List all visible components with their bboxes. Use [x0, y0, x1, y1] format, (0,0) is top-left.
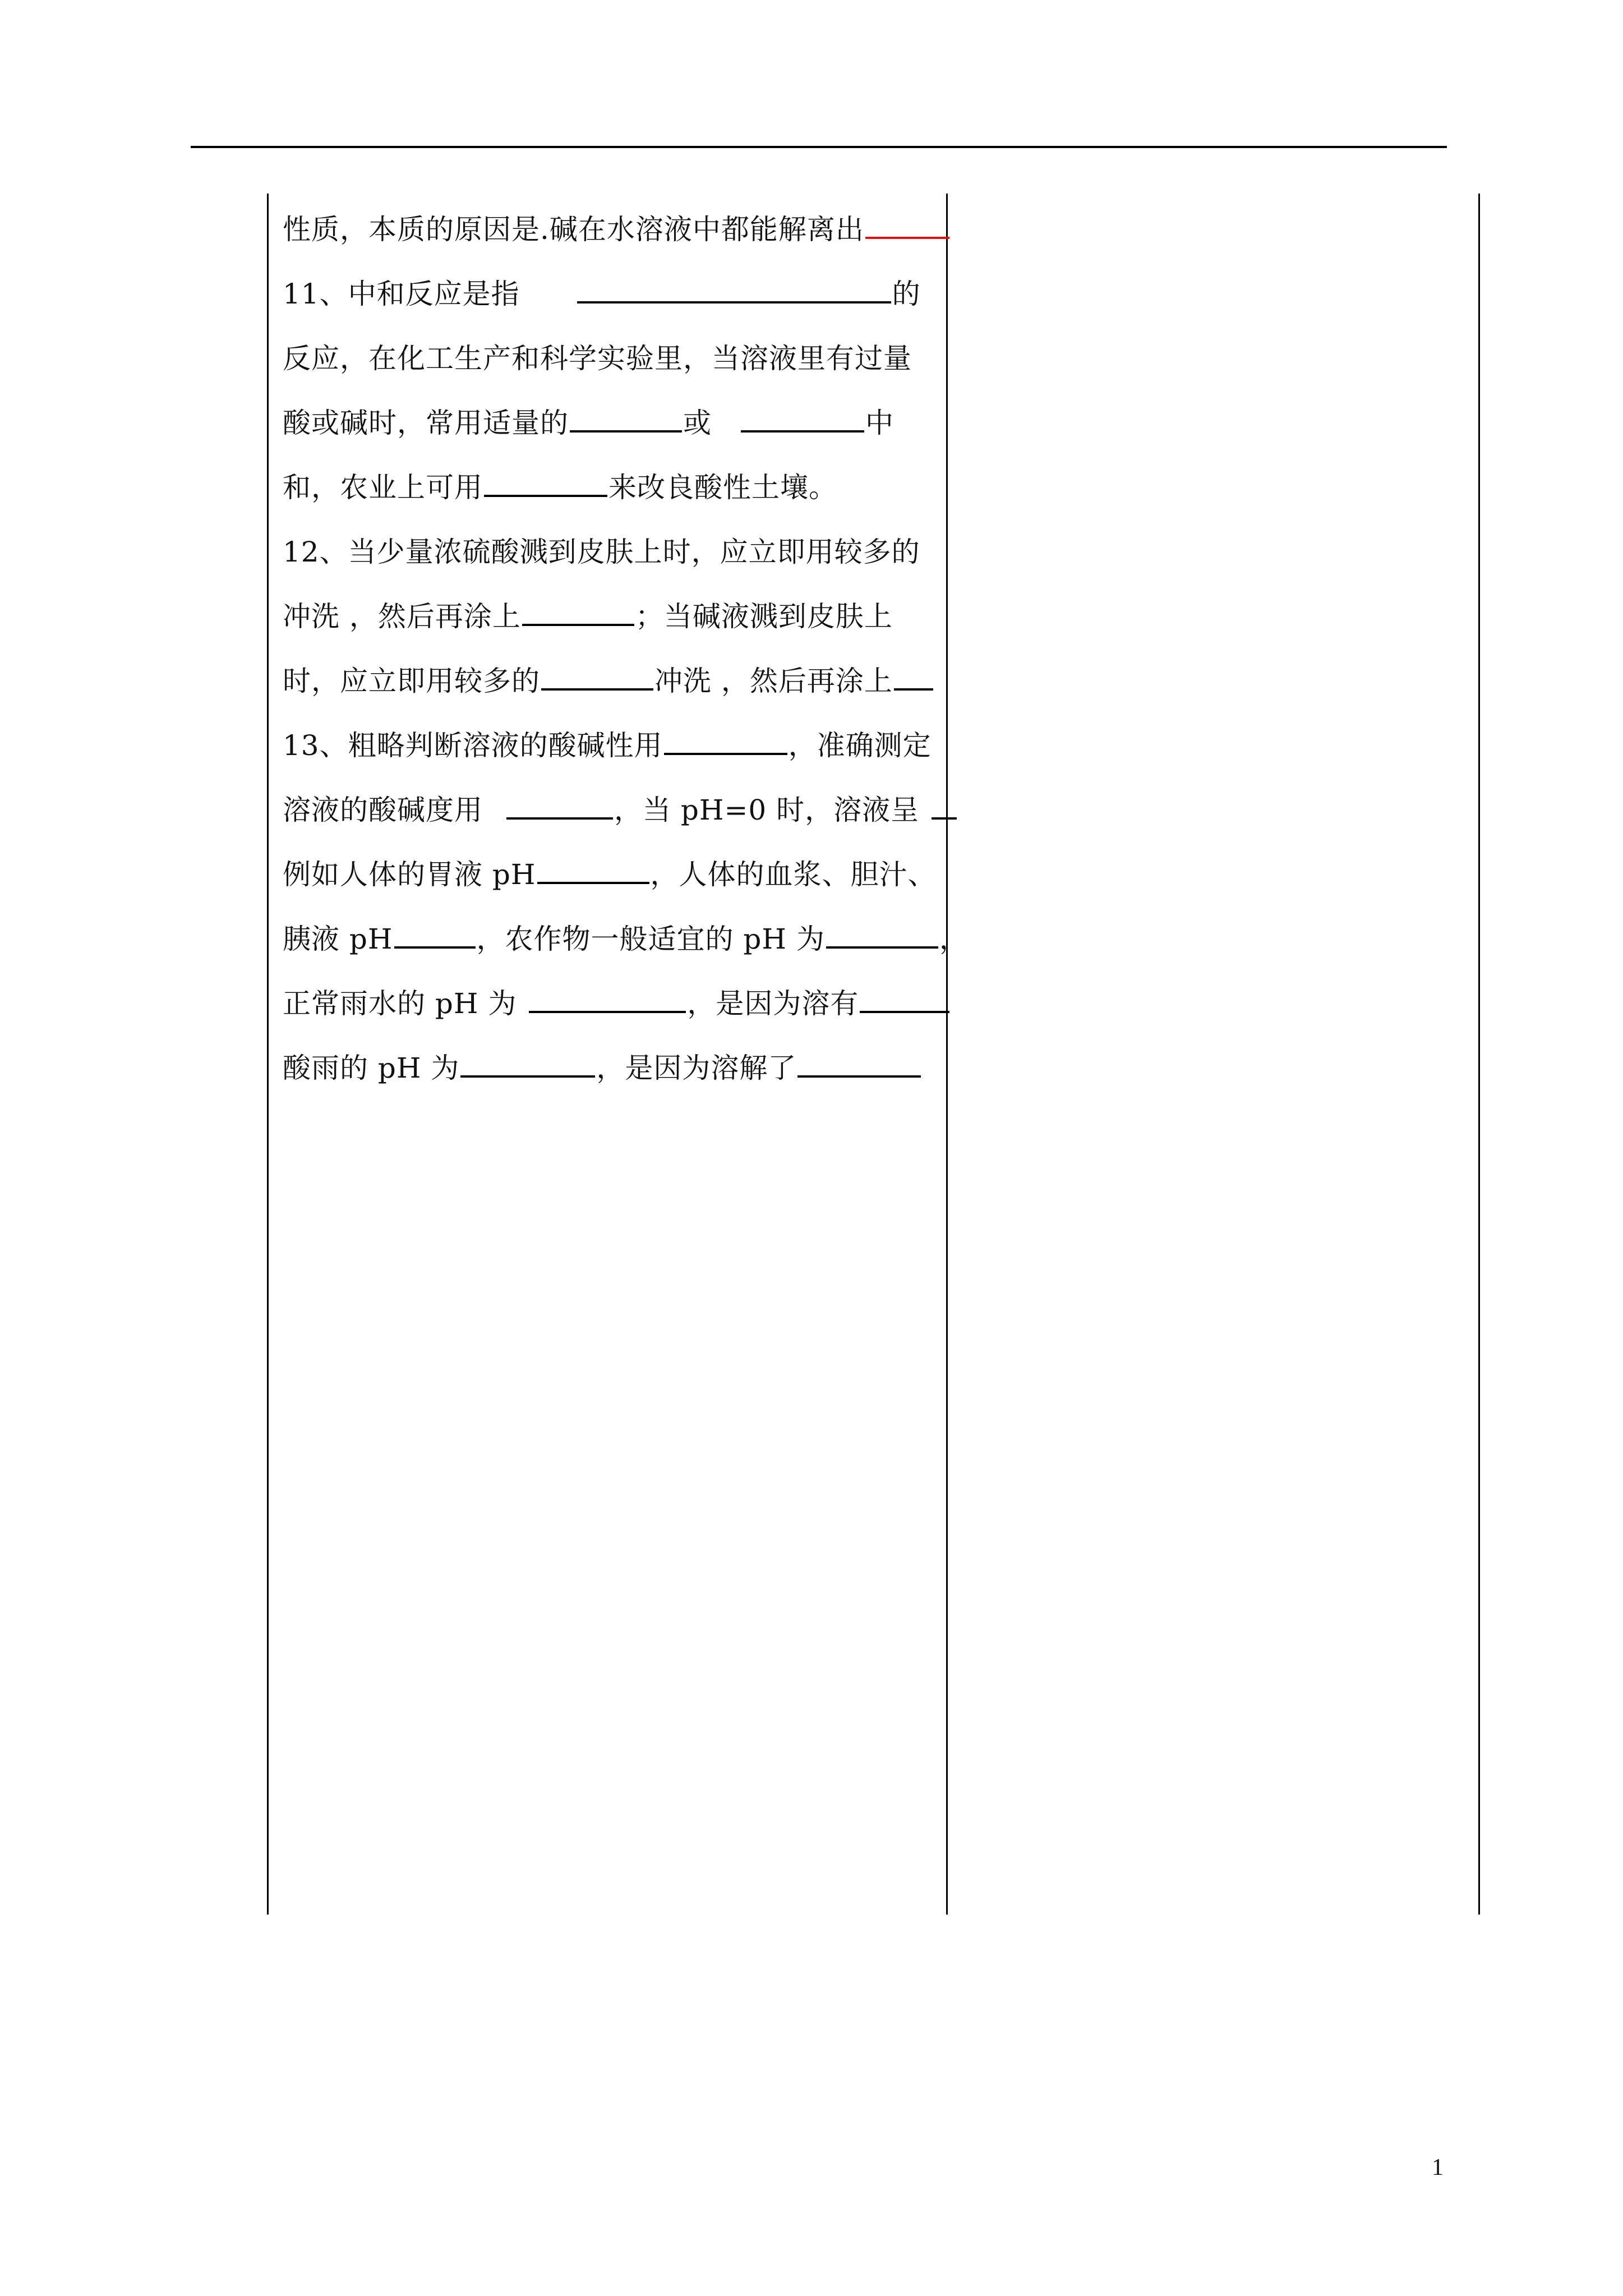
answer-blank[interactable]: [529, 984, 686, 1014]
answer-blank[interactable]: [865, 210, 949, 240]
text-line: 例如人体的胃液 pH ，人体的血浆、胆汁、: [283, 848, 947, 913]
table-right-border: [1478, 194, 1480, 1915]
question-12-line: 12、当少量浓硫酸溅到皮肤上时，应立即用较多的: [283, 536, 920, 568]
question-13-line: 13、粗略判断溶液的酸碱性用 ，准确测定: [283, 719, 947, 784]
answer-blank[interactable]: [894, 662, 933, 691]
text-line: 冲洗 ，然后再涂上 ；当碱液溅到皮肤上: [283, 590, 947, 655]
text-line: 胰液 pH ，农作物一般适宜的 pH 为 ，: [283, 913, 947, 977]
answer-blank[interactable]: [797, 1049, 921, 1078]
answer-blank[interactable]: [577, 275, 891, 304]
answer-blank[interactable]: [484, 468, 607, 498]
answer-blank[interactable]: [460, 1049, 595, 1078]
text-line: 性质，本质的原因是.碱在水溶液中都能解离出: [283, 203, 947, 268]
text-line: 酸或碱时，常用适量的 或 中: [283, 397, 947, 461]
text-line: 正常雨水的 pH 为 ，是因为溶有: [283, 977, 947, 1042]
answer-blank[interactable]: [932, 791, 957, 820]
answer-blank[interactable]: [394, 920, 476, 949]
answer-blank[interactable]: [537, 855, 649, 885]
text-line: 和，农业上可用 来改良酸性土壤。: [283, 461, 947, 526]
table-left-border: [267, 194, 269, 1915]
page-number: 1: [1432, 2155, 1444, 2180]
answer-blank[interactable]: [506, 791, 613, 820]
answer-blank[interactable]: [522, 597, 634, 627]
text-line: 酸雨的 pH 为 ，是因为溶解了: [283, 1042, 947, 1106]
header-rule: [191, 146, 1447, 148]
answer-blank[interactable]: [570, 404, 682, 433]
answer-blank[interactable]: [860, 984, 949, 1014]
question-11-line: 11、中和反应是指 的: [283, 268, 947, 332]
text-line: 反应，在化工生产和科学实验里，当溶液里有过量: [283, 342, 912, 375]
answer-blank[interactable]: [664, 726, 787, 756]
answer-blank[interactable]: [826, 920, 938, 949]
answer-blank[interactable]: [541, 662, 653, 691]
answer-blank[interactable]: [741, 404, 864, 433]
text-line: 时，应立即用较多的 冲洗 ，然后再涂上: [283, 655, 947, 719]
worksheet-content: [283, 203, 968, 1106]
text-line: 溶液的酸碱度用 ，当 pH=0 时，溶液呈: [283, 784, 947, 848]
